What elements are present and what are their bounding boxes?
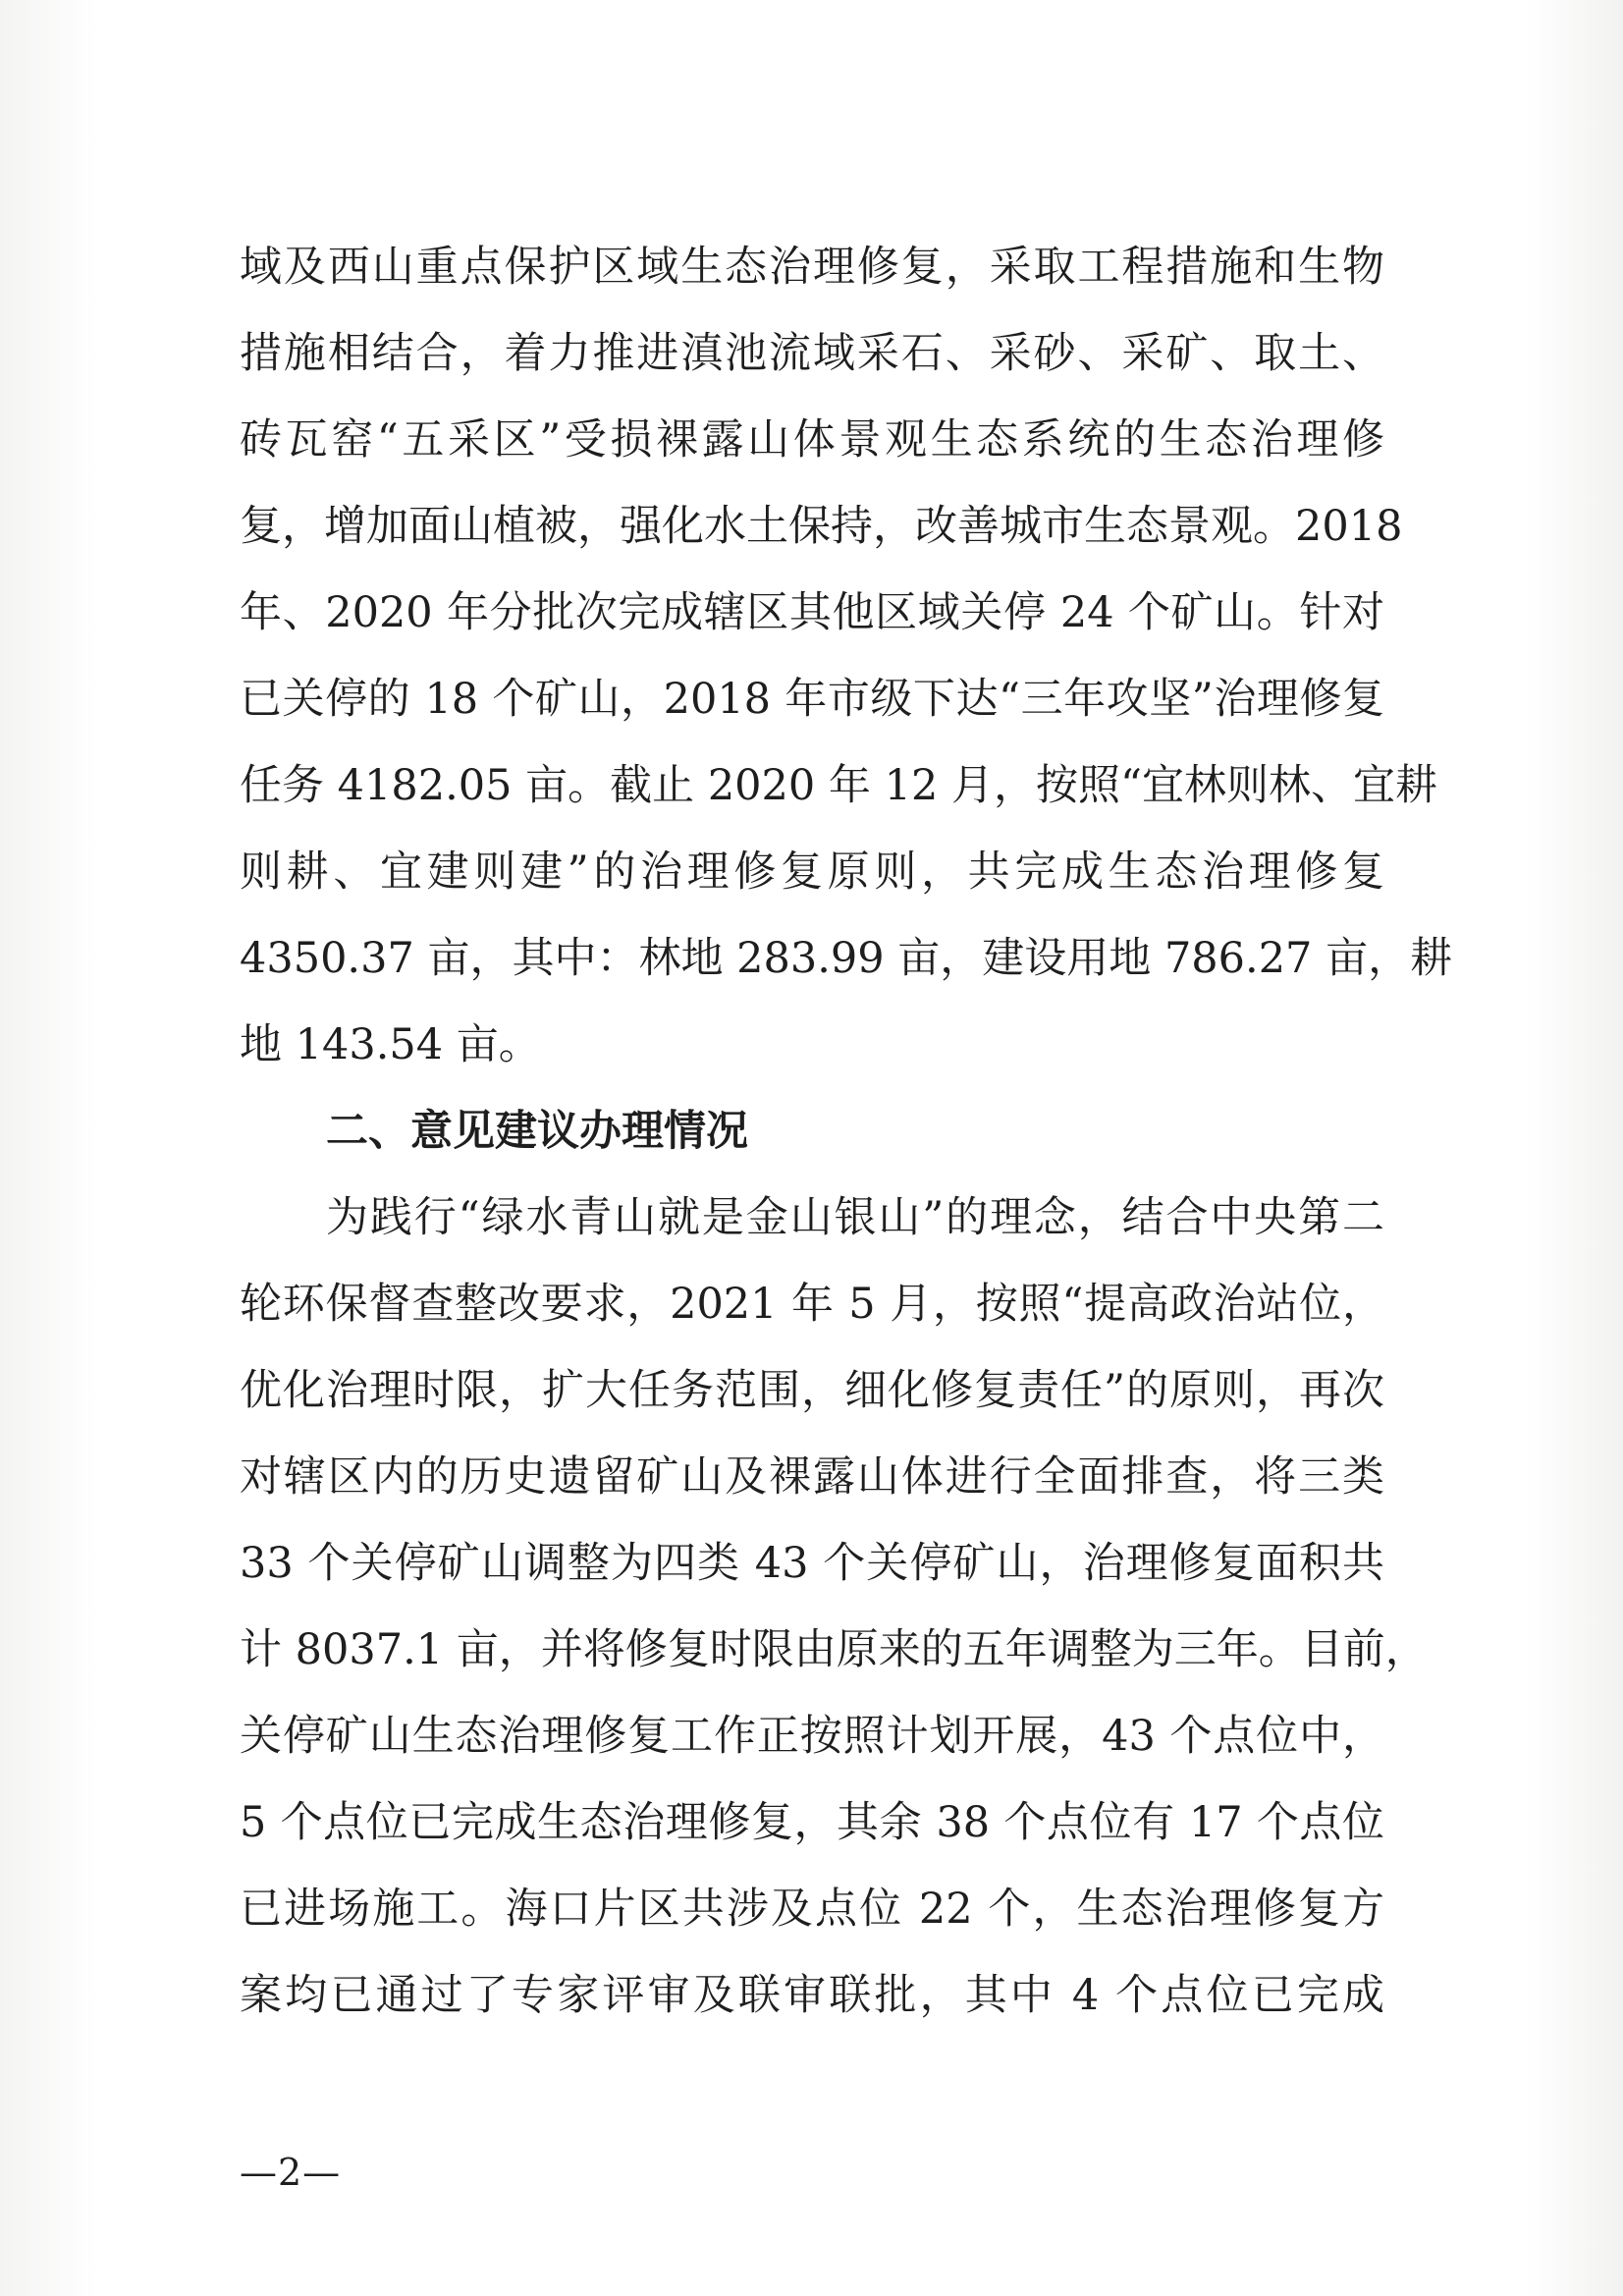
paragraph1-line-3: 砖瓦窑“五采区”受损裸露山体景观生态系统的生态治理修 — [240, 415, 1384, 465]
paragraph1-line-8: 则耕、宜建则建”的治理修复原则，共完成生态治理修复 — [240, 847, 1384, 897]
paragraph1-line-9: 4350.37 亩，其中：林地 283.99 亩，建设用地 786.27 亩，耕 — [240, 934, 1453, 983]
paragraph2-line-6: 计 8037.1 亩，并将修复时限由原来的五年调整为三年。目前， — [240, 1625, 1428, 1674]
page-number: —2— — [240, 2151, 342, 2194]
paragraph1-line-4: 复，增加面山植被，强化水土保持，改善城市生态景观。2018 — [240, 502, 1403, 551]
document-body — [240, 224, 1453, 2039]
paragraph2-line-1: 为践行“绿水青山就是金山银山”的理念，结合中央第二 — [326, 1193, 1384, 1242]
paragraph2-line-3: 优化治理时限，扩大任务范围，细化修复责任”的原则，再次 — [240, 1366, 1384, 1415]
paragraph1-line-2: 措施相结合，着力推进滇池流域采石、采砂、采矿、取土、 — [240, 329, 1384, 378]
paragraph2-line-8: 5 个点位已完成生态治理修复，其余 38 个点位有 17 个点位 — [240, 1798, 1384, 1847]
paragraph2-line-10: 案均已通过了专家评审及联审联批，其中 4 个点位已完成 — [240, 1971, 1384, 2020]
paragraph1-line-7: 任务 4182.05 亩。截止 2020 年 12 月，按照“宜林则林、宜耕 — [240, 761, 1437, 810]
paragraph1-line-6: 已关停的 18 个矿山，2018 年市级下达“三年攻坚”治理修复 — [240, 675, 1384, 724]
paragraph1-line-5: 年、2020 年分批次完成辖区其他区域关停 24 个矿山。针对 — [240, 588, 1384, 637]
paragraph2-line-9: 已进场施工。海口片区共涉及点位 22 个，生态治理修复方 — [240, 1885, 1384, 1934]
paragraph2-line-7: 关停矿山生态治理修复工作正按照计划开展，43 个点位中， — [240, 1712, 1384, 1761]
paragraph2-line-5: 33 个关停矿山调整为四类 43 个关停矿山，治理修复面积共 — [240, 1539, 1384, 1588]
paragraph2-line-4: 对辖区内的历史遗留矿山及裸露山体进行全面排查，将三类 — [240, 1452, 1384, 1502]
paragraph1-line-10: 地 143.54 亩。 — [240, 1020, 541, 1069]
paragraph1-line-1: 域及西山重点保护区域生态治理修复，采取工程措施和生物 — [240, 243, 1384, 292]
section-heading: 二、意见建议办理情况 — [326, 1107, 748, 1156]
paragraph2-line-2: 轮环保督查整改要求，2021 年 5 月，按照“提高政治站位， — [240, 1280, 1384, 1329]
